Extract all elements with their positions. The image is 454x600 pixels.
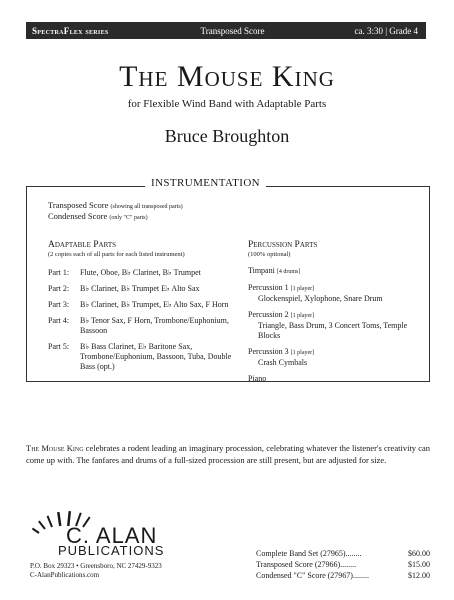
percussion-3-label: Percussion 3	[248, 347, 289, 356]
price-row	[256, 570, 430, 581]
part-row	[48, 284, 248, 294]
part-number: Part 2:	[48, 284, 70, 293]
percussion-2-list: Triangle, Bass Drum, 3 Concert Toms, Temple Blocks	[258, 321, 408, 340]
series-banner	[26, 22, 426, 39]
price-row	[256, 559, 430, 570]
price-amount: $12.00	[408, 571, 430, 580]
percussion-note: (100% optional)	[248, 251, 291, 258]
part-instruments: B♭ Bass Clarinet, E♭ Baritone Sax, Trombone/Euphonium, Bassoon, Tuba, Double Bass (opt.)	[80, 342, 232, 371]
part-instruments: Flute, Oboe, B♭ Clarinet, B♭ Trumpet	[80, 268, 201, 277]
part-row	[48, 268, 248, 278]
timpani-group	[248, 266, 418, 277]
percussion-1-label: Percussion 1	[248, 283, 289, 292]
percussion-heading: Percussion Parts	[248, 240, 318, 250]
percussion-parts	[248, 240, 418, 390]
transposed-score-line	[48, 200, 183, 210]
part-row	[48, 300, 248, 310]
condensed-score-label: Condensed Score	[48, 211, 108, 221]
price-label: Condensed "C" Score (27967)........	[256, 571, 369, 580]
adaptable-parts-note: (2 copies each of all parts for each listed instrument)	[48, 251, 185, 258]
part-number: Part 3:	[48, 300, 70, 309]
price-label: Complete Band Set (27965)........	[256, 549, 362, 558]
percussion-2-label: Percussion 2	[248, 310, 289, 319]
percussion-1-note: [1 player]	[290, 286, 315, 292]
percussion-1-list: Glockenspiel, Xylophone, Snare Drum	[258, 294, 383, 303]
percussion-3-list: Crash Cymbals	[258, 358, 308, 367]
percussion-3-note: [1 player]	[290, 350, 315, 356]
part-number: Part 4:	[48, 316, 70, 325]
work-subtitle: for Flexible Wind Band with Adaptable Parts	[127, 98, 327, 110]
publisher-publications: PUBLICATIONS	[58, 543, 165, 558]
adaptable-parts-heading: Adaptable Parts	[48, 240, 116, 250]
part-number: Part 1:	[48, 268, 70, 277]
part-row	[48, 316, 248, 336]
price-label: Transposed Score (27966)........	[256, 560, 357, 569]
part-instruments: B♭ Clarinet, B♭ Trumpet, E♭ Alto Sax, F Horn	[80, 300, 229, 309]
price-row	[256, 548, 430, 559]
transposed-score-note: (showing all transposed parts)	[110, 204, 183, 210]
percussion-1-group	[248, 283, 418, 304]
part-number: Part 5:	[48, 342, 70, 351]
composer-name: Bruce Broughton	[164, 126, 290, 146]
work-title: The Mouse King	[119, 60, 335, 93]
piano-label: Piano	[248, 374, 267, 383]
transposed-score-label: Transposed Score	[48, 200, 109, 210]
percussion-2-note: [1 player]	[290, 313, 315, 319]
score-type: Transposed Score	[200, 25, 265, 36]
program-note-text: celebrates a rodent leading an imaginary procession, celebrating whatever the listener's creativity can come up with. The fanfares and drums of a full-sized procession are still present, but are adjusted for size.	[26, 443, 431, 465]
percussion-2-group	[248, 310, 418, 341]
timpani-label: Timpani	[248, 266, 275, 275]
duration-grade: ca. 3:30 | Grade 4	[354, 25, 418, 36]
address-line: P.O. Box 29323 • Greensboro, NC 27429-9323	[30, 562, 162, 570]
condensed-score-note: (only "C" parts)	[109, 215, 148, 221]
instrumentation-heading: INSTRUMENTATION	[145, 177, 266, 189]
percussion-3-group	[248, 347, 418, 368]
piano-group	[248, 374, 418, 384]
adaptable-parts	[48, 240, 248, 378]
price-amount: $60.00	[408, 549, 430, 558]
publisher-name: C. ALAN	[66, 523, 158, 548]
website-line: C-AlanPublications.com	[30, 571, 100, 579]
program-note-title: The Mouse King	[26, 443, 84, 453]
series-name: SpectraFlex series	[32, 25, 109, 36]
part-instruments: B♭ Tenor Sax, F Horn, Trombone/Euphonium, Bassoon	[80, 316, 229, 335]
part-instruments: B♭ Clarinet, B♭ Trumpet E♭ Alto Sax	[80, 284, 200, 293]
program-note	[26, 442, 430, 466]
price-amount: $15.00	[408, 560, 430, 569]
price-list	[256, 548, 430, 581]
timpani-note: [4 drums]	[276, 269, 301, 275]
condensed-score-line	[48, 211, 148, 221]
publisher-address	[30, 562, 162, 580]
part-row	[48, 342, 248, 372]
